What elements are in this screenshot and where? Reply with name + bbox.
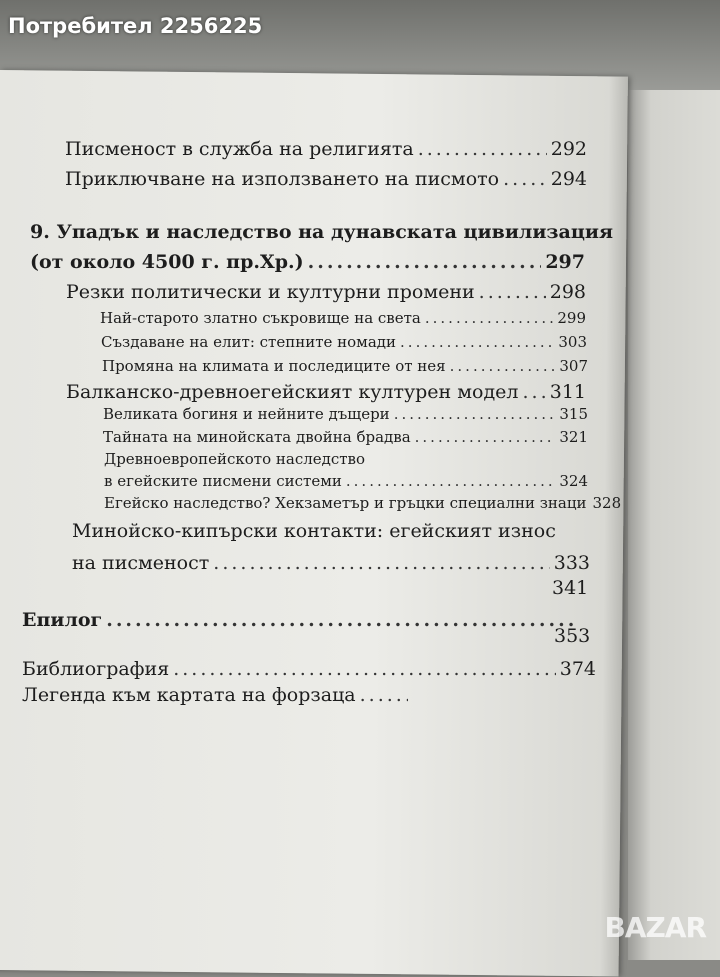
toc-entry: [65, 168, 587, 190]
toc-entry: [65, 138, 587, 160]
toc-entry-page: 311: [549, 381, 586, 403]
toc-entry-title: Тайната на минойската двойна брадва: [103, 428, 411, 446]
leader-dots: [106, 609, 576, 631]
toc-entry-page: 307: [559, 357, 588, 375]
leader-dots: [522, 381, 545, 403]
toc-entry-page: 328: [592, 494, 622, 512]
toc-entry-page: 299: [557, 309, 586, 327]
toc-entry-title: Епилог: [22, 609, 103, 631]
toc-entry-line: Минойско-кипърски контакти: егейският износ: [72, 520, 556, 542]
leader-dots: [418, 138, 547, 160]
toc-entry-title: Библиография: [22, 658, 170, 680]
leader-dots: [415, 428, 556, 446]
toc-entry: [102, 357, 588, 375]
toc-entry-page: 341: [552, 577, 589, 599]
toc-entry-title: Писменост в служба на религията: [65, 138, 414, 160]
chapter-heading: 9. Упадък и наследство на дунавската цивилизация: [30, 221, 614, 243]
toc-entry-title: Балканско-древноегейският културен модел: [66, 381, 519, 403]
watermark-text: Потребител 2256225: [8, 14, 263, 38]
toc-entry-line: Древноевропейското наследство: [104, 450, 366, 468]
toc-entry: [22, 658, 596, 680]
leader-dots: [213, 552, 549, 574]
leader-dots: [425, 309, 553, 327]
leader-dots: [450, 357, 556, 375]
toc-entry-page: 324: [559, 472, 588, 490]
toc-entry: [104, 494, 622, 512]
toc-entry: [100, 309, 586, 327]
toc-entry: [104, 472, 588, 490]
toc-entry-title: в егейските писмени системи: [104, 472, 342, 490]
toc-entry-page: 298: [549, 281, 586, 303]
leader-dots: [503, 168, 547, 190]
toc-entry: [552, 577, 592, 599]
leader-dots: [346, 472, 555, 490]
toc-entry-page: 315: [559, 405, 588, 423]
leader-dots: [308, 251, 542, 273]
toc-entry-title: Промяна на климата и последиците от нея: [102, 357, 446, 375]
leader-dots: [360, 684, 408, 706]
leader-dots: [173, 658, 556, 680]
toc-entry-title: Великата богиня и нейните дъщери: [103, 405, 390, 423]
toc-entry: [30, 251, 585, 273]
toc-entry-title: на писменост: [72, 552, 210, 574]
toc-entry: [66, 281, 586, 303]
toc-entry-page: 374: [559, 658, 596, 680]
toc-entry: [66, 381, 586, 403]
toc-entry-title: (от около 4500 г. пр.Хр.): [30, 251, 304, 273]
toc-entry-title: Приключване на използването на писмото: [65, 168, 500, 190]
toc-entry-page: 292: [550, 138, 587, 160]
toc-entry-page: 353: [554, 625, 591, 647]
toc-entry-title: Най-старото златно съкровище на света: [100, 309, 421, 327]
toc-entry: [103, 405, 588, 423]
toc-entry-page: 303: [558, 333, 587, 351]
toc-entry-page: 297: [545, 251, 585, 273]
toc-entry: [22, 609, 580, 631]
leader-dots: [400, 333, 554, 351]
toc-entry-title: Създаване на елит: степните номади: [101, 333, 397, 351]
toc-entry: [72, 552, 590, 574]
toc-entry-page: 294: [550, 168, 587, 190]
toc-entry: [101, 333, 587, 351]
toc-entry: [103, 428, 588, 446]
toc-entry-title: Легенда към картата на форзаца: [22, 684, 356, 706]
toc-entry: [554, 625, 594, 647]
toc-entry-title: Резки политически и културни промени: [66, 281, 475, 303]
leader-dots: [394, 405, 556, 423]
toc-entry-page: 333: [553, 552, 590, 574]
toc-entry-page: 321: [559, 428, 588, 446]
site-logo: BAZAR: [604, 911, 706, 944]
toc-entry: [22, 684, 412, 706]
leader-dots: [479, 281, 546, 303]
toc-entry-title: Егейско наследство? Хекзаметър и гръцки специални знаци: [104, 494, 587, 512]
